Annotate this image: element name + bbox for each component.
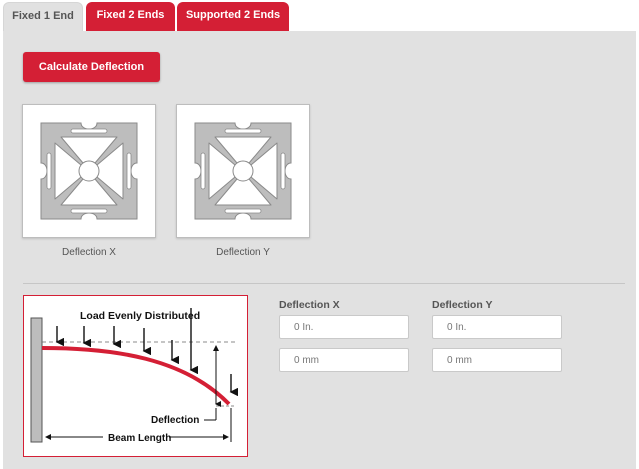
tab-supported-2-ends[interactable]: Supported 2 Ends: [177, 2, 289, 31]
deflected-beam: [42, 348, 229, 404]
deflection-label: Deflection: [151, 415, 200, 426]
tab-fixed-1-end[interactable]: Fixed 1 End: [3, 2, 83, 31]
profile-x-card[interactable]: [22, 104, 156, 238]
tab-bar: [0, 0, 639, 31]
extrusion-profile-x-image: [31, 113, 147, 229]
calculate-deflection-button[interactable]: Calculate Deflection: [23, 52, 160, 82]
deflection-x-mm-field[interactable]: [279, 348, 409, 372]
load-diagram: [23, 295, 248, 457]
calculator-panel: [3, 31, 636, 469]
diagram-title: Load Evenly Distributed: [80, 310, 201, 322]
profile-x-label: Deflection X: [62, 247, 116, 258]
deflection-y-in-field[interactable]: [432, 315, 562, 339]
cantilever-diagram: [24, 296, 246, 455]
tab-fixed-2-ends[interactable]: Fixed 2 Ends: [86, 2, 175, 31]
beam-length-label: Beam Length: [108, 433, 172, 444]
section-divider: [23, 283, 625, 284]
deflection-y-heading: Deflection Y: [432, 299, 493, 311]
deflection-x-heading: Deflection X: [279, 299, 340, 311]
extrusion-profile-y-image: [185, 113, 301, 229]
profile-y-card[interactable]: [176, 104, 310, 238]
deflection-x-in-field[interactable]: [279, 315, 409, 339]
profile-y-label: Deflection Y: [216, 247, 270, 258]
deflection-y-mm-field[interactable]: [432, 348, 562, 372]
fixed-wall: [31, 318, 42, 442]
